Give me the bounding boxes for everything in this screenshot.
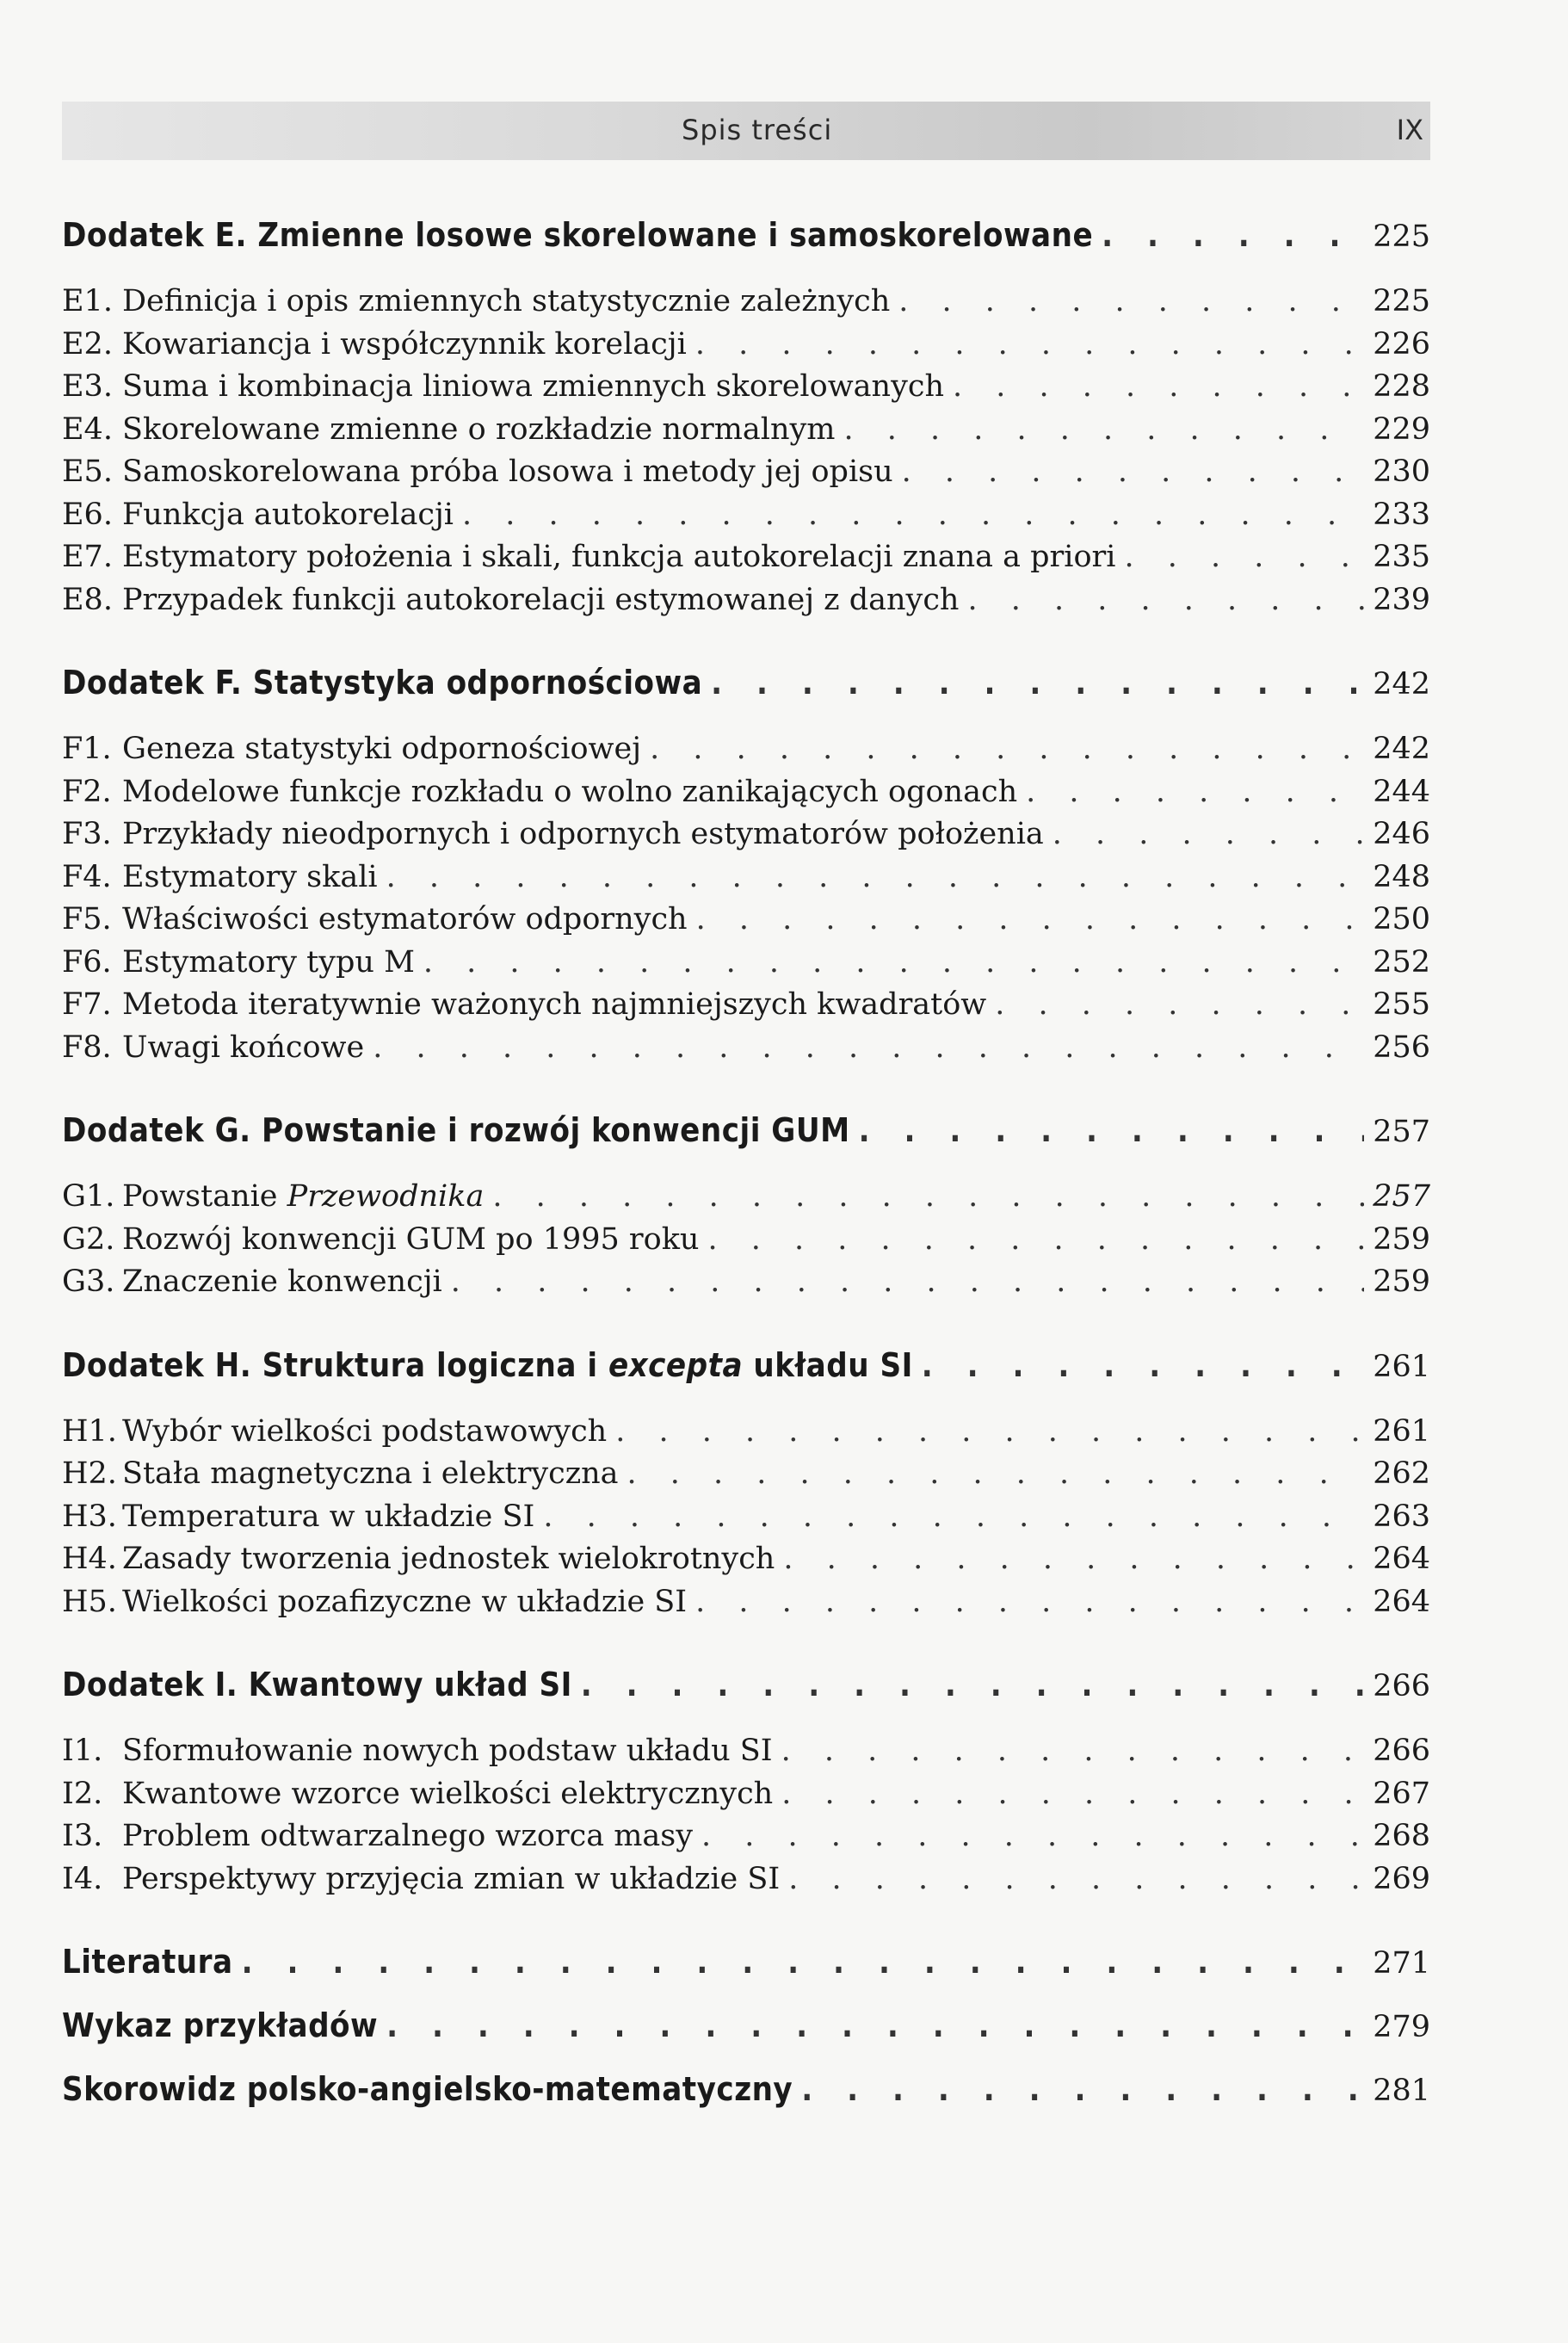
toc-heading-page: 271 (1373, 1946, 1430, 1981)
heading-text-end: układu SI (743, 1345, 913, 1384)
leader-dots (696, 899, 1365, 942)
toc-entry-f8[interactable] (62, 1027, 1430, 1070)
entry-page: 248 (1373, 859, 1430, 894)
entry-page: 259 (1373, 1264, 1430, 1299)
entry-code: H4. (62, 1542, 117, 1576)
entry-code: F6. (62, 944, 112, 980)
toc-heading-page: 242 (1373, 667, 1430, 702)
entry-page: 264 (1373, 1584, 1430, 1619)
entry-page: 266 (1373, 1734, 1430, 1768)
toc-heading-label (62, 1337, 913, 1394)
toc-entry-f1[interactable] (62, 728, 1430, 771)
entry-code: E1. (62, 284, 113, 318)
leader-dots (859, 1102, 1365, 1159)
toc-heading-skorowidz[interactable] (62, 2061, 1430, 2117)
entry-page: 261 (1373, 1413, 1430, 1449)
entry-page: 267 (1373, 1776, 1430, 1811)
entry-page: 242 (1373, 732, 1430, 766)
entry-title: Uwagi końcowe (122, 1029, 365, 1065)
toc-section-g (62, 1102, 1430, 1304)
toc-entry-g1[interactable] (62, 1176, 1430, 1219)
entry-page: 225 (1373, 284, 1430, 318)
entry-page: 268 (1373, 1819, 1430, 1853)
entry-code: H1. (62, 1413, 117, 1449)
toc-entry-e5[interactable] (62, 451, 1430, 494)
leader-dots (801, 2061, 1364, 2117)
leader-dots (1053, 813, 1364, 856)
toc-heading-f[interactable] (62, 654, 1430, 711)
toc-entry-f6[interactable] (62, 942, 1430, 985)
entry-title: Stała magnetyczna i elektryczna (122, 1456, 619, 1491)
entry-title: Suma i kombinacja liniowa zmiennych skorelowanych (122, 369, 944, 404)
toc-entry-h4[interactable] (62, 1538, 1430, 1581)
entry-title: Powstanie (122, 1179, 287, 1214)
toc-heading-g[interactable] (62, 1102, 1430, 1159)
entry-page: 256 (1373, 1029, 1430, 1065)
entry-title: Zasady tworzenia jednostek wielokrotnych (122, 1542, 775, 1576)
toc-heading-page: 225 (1373, 219, 1430, 254)
toc-entry-i4[interactable] (62, 1858, 1430, 1901)
entry-code: E4. (62, 411, 113, 447)
toc-entry-i2[interactable] (62, 1773, 1430, 1816)
toc-entry-e3[interactable] (62, 366, 1430, 409)
entry-code: E5. (62, 454, 113, 489)
entry-page: 264 (1373, 1542, 1430, 1576)
leader-dots (650, 728, 1364, 771)
running-header (62, 102, 1430, 160)
entry-code: G2. (62, 1221, 115, 1257)
page-number: IX (1396, 114, 1423, 146)
entry-page: 259 (1373, 1221, 1430, 1257)
leader-dots (995, 984, 1364, 1027)
toc-heading-literatura[interactable] (62, 1933, 1430, 1990)
entry-page: 262 (1373, 1456, 1430, 1491)
toc-heading-page: 261 (1373, 1349, 1430, 1384)
leader-dots (843, 409, 1364, 452)
entry-page: 252 (1373, 944, 1430, 980)
entry-page: 269 (1373, 1861, 1430, 1896)
leader-dots (711, 654, 1364, 711)
entry-code: H3. (62, 1499, 117, 1534)
entry-code: F3. (62, 817, 112, 851)
entry-code: F2. (62, 774, 112, 809)
leader-dots (386, 856, 1365, 899)
leader-dots (781, 1730, 1365, 1773)
entry-code: F7. (62, 987, 112, 1022)
leader-dots (953, 366, 1364, 409)
toc-entry-f5[interactable] (62, 899, 1430, 942)
leader-dots (922, 1337, 1364, 1394)
entry-page: 235 (1373, 540, 1430, 574)
entry-page: 228 (1373, 369, 1430, 404)
toc-entry-i3[interactable] (62, 1815, 1430, 1858)
entry-title: Perspektywy przyjęcia zmian w układzie SI (122, 1861, 781, 1896)
toc-heading-label: Dodatek I. Kwantowy układ SI (62, 1666, 572, 1703)
entry-title: Samoskorelowana próba losowa i metody jej opisu (122, 454, 893, 489)
leader-dots (783, 1538, 1364, 1581)
entry-page: 239 (1373, 582, 1430, 617)
leader-dots (967, 579, 1364, 622)
entry-title: Przypadek funkcji autokorelacji estymowanej z danych (122, 582, 960, 617)
entry-code: I3. (62, 1819, 103, 1853)
entry-title: Definicja i opis zmiennych statystycznie zależnych (122, 284, 891, 318)
toc-entry-h2[interactable] (62, 1453, 1430, 1496)
leader-dots (902, 451, 1365, 494)
leader-dots (451, 1261, 1364, 1304)
entry-page: 263 (1373, 1499, 1430, 1534)
toc-section-h (62, 1337, 1430, 1624)
entry-page: 255 (1373, 987, 1430, 1022)
entry-page: 226 (1373, 326, 1430, 362)
leader-dots (627, 1453, 1365, 1496)
toc-heading-page: 281 (1373, 2074, 1430, 2108)
leader-dots (543, 1496, 1364, 1539)
toc-entry-e7[interactable] (62, 536, 1430, 579)
entry-title: Temperatura w układzie SI (122, 1499, 535, 1534)
leader-dots (242, 1933, 1365, 1990)
entry-title: Geneza statystyki odpornościowej (122, 732, 642, 766)
entry-title: Wybór wielkości podstawowych (122, 1413, 608, 1449)
entry-title: Estymatory typu M (122, 944, 415, 980)
entry-code: H2. (62, 1456, 117, 1491)
entry-code: E2. (62, 326, 113, 362)
entry-code: I1. (62, 1734, 103, 1768)
entry-title: Przykłady nieodpornych i odpornych estymatorów położenia (122, 817, 1044, 851)
leader-dots (615, 1411, 1364, 1454)
toc-entry-h5[interactable] (62, 1581, 1430, 1624)
entry-title: Właściwości estymatorów odpornych (122, 902, 688, 937)
toc-section-e (62, 207, 1430, 621)
leader-dots (695, 324, 1364, 367)
toc-entry-e6[interactable] (62, 494, 1430, 537)
leader-dots (462, 494, 1364, 537)
toc-heading-h[interactable] (62, 1337, 1430, 1394)
toc-heading-wykaz[interactable] (62, 1997, 1430, 2054)
toc-heading-label: Dodatek G. Powstanie i rozwój konwencji GUM (62, 1111, 850, 1149)
entry-code: E3. (62, 369, 113, 404)
entry-code: F4. (62, 859, 112, 894)
entry-title: Znaczenie konwencji (122, 1264, 442, 1299)
entry-code: F1. (62, 732, 112, 766)
entry-code: G3. (62, 1264, 115, 1299)
entry-title: Funkcja autokorelacji (122, 497, 454, 532)
toc-heading-label: Dodatek F. Statystyka odpornościowa (62, 664, 703, 702)
entry-code: E6. (62, 497, 113, 532)
leader-dots (898, 281, 1364, 324)
heading-text-italic: excepta (608, 1345, 744, 1384)
toc-entry-f3[interactable] (62, 813, 1430, 856)
entry-title: Metoda iteratywnie ważonych najmniejszych kwadratów (122, 987, 987, 1022)
entry-title: Kowariancja i współczynnik korelacji (122, 326, 687, 362)
leader-dots (386, 1997, 1364, 2054)
entry-code: F8. (62, 1029, 112, 1065)
leader-dots (707, 1219, 1364, 1262)
entry-title-italic: Przewodnika (287, 1179, 485, 1214)
entry-title: Wielkości pozafizyczne w układzie SI (122, 1584, 688, 1619)
entry-title: Modelowe funkcje rozkładu o wolno zanikających ogonach (122, 774, 1018, 809)
leader-dots (373, 1027, 1364, 1070)
leader-dots (1026, 771, 1364, 814)
entry-code: G1. (62, 1179, 115, 1214)
toc-heading-label: Wykaz przykładów (62, 2006, 379, 2044)
entry-page: 257 (1373, 1179, 1430, 1214)
toc-heading-page: 257 (1373, 1115, 1430, 1149)
entry-page: 230 (1373, 454, 1430, 489)
leader-dots (781, 1773, 1364, 1816)
entry-title: Estymatory położenia i skali, funkcja autokorelacji znana a priori (122, 540, 1116, 574)
toc-entry-f4[interactable] (62, 856, 1430, 899)
entry-page: 229 (1373, 411, 1430, 447)
entry-code: E7. (62, 540, 113, 574)
entry-title: Skorelowane zmienne o rozkładzie normalnym (122, 411, 836, 447)
leader-dots (1102, 207, 1364, 263)
toc-entry-e1[interactable] (62, 281, 1430, 324)
toc-heading-page: 266 (1373, 1669, 1430, 1703)
toc-entry-e2[interactable] (62, 324, 1430, 367)
toc-heading-label: Dodatek E. Zmienne losowe skorelowane i samoskorelowane (62, 216, 1094, 254)
entry-page: 246 (1373, 817, 1430, 851)
leader-dots (423, 942, 1364, 985)
entry-title: Problem odtwarzalnego wzorca masy (122, 1819, 694, 1853)
entry-page: 233 (1373, 497, 1430, 532)
leader-dots (1124, 536, 1364, 579)
entry-title: Rozwój konwencji GUM po 1995 roku (122, 1221, 700, 1257)
toc-entry-h1[interactable] (62, 1411, 1430, 1454)
toc-entry-e8[interactable] (62, 579, 1430, 622)
entry-code: F5. (62, 902, 112, 937)
toc-section-f (62, 654, 1430, 1069)
toc-back-matter (62, 1933, 1430, 2117)
toc-heading-e[interactable] (62, 207, 1430, 263)
toc-heading-label: Literatura (62, 1943, 233, 1981)
leader-dots (492, 1176, 1364, 1219)
toc-heading-label: Skorowidz polsko-angielsko-matematyczny (62, 2070, 793, 2108)
entry-title: Kwantowe wzorce wielkości elektrycznych (122, 1776, 774, 1811)
toc-entry-f2[interactable] (62, 771, 1430, 814)
toc-section-i (62, 1656, 1430, 1901)
running-header-title: Spis treści (682, 114, 833, 146)
toc-entry-i1[interactable] (62, 1730, 1430, 1773)
entry-code: I2. (62, 1776, 103, 1811)
toc-heading-i[interactable] (62, 1656, 1430, 1713)
leader-dots (701, 1815, 1364, 1858)
heading-text: Dodatek H. Struktura logiczna i (62, 1345, 608, 1384)
entry-title: Estymatory skali (122, 859, 378, 894)
entry-code: H5. (62, 1584, 117, 1619)
entry-page: 250 (1373, 902, 1430, 937)
entry-page: 244 (1373, 774, 1430, 809)
leader-dots (581, 1656, 1364, 1713)
table-of-contents (62, 207, 1430, 2124)
entry-title: Sformułowanie nowych podstaw układu SI (122, 1734, 773, 1768)
entry-code: I4. (62, 1861, 103, 1896)
leader-dots (788, 1858, 1364, 1901)
leader-dots (695, 1581, 1364, 1624)
entry-code: E8. (62, 582, 113, 617)
toc-entry-g2[interactable] (62, 1219, 1430, 1262)
toc-entry-e4[interactable] (62, 409, 1430, 452)
toc-entry-h3[interactable] (62, 1496, 1430, 1539)
toc-entry-g3[interactable] (62, 1261, 1430, 1304)
toc-entry-f7[interactable] (62, 984, 1430, 1027)
toc-heading-page: 279 (1373, 2010, 1430, 2044)
